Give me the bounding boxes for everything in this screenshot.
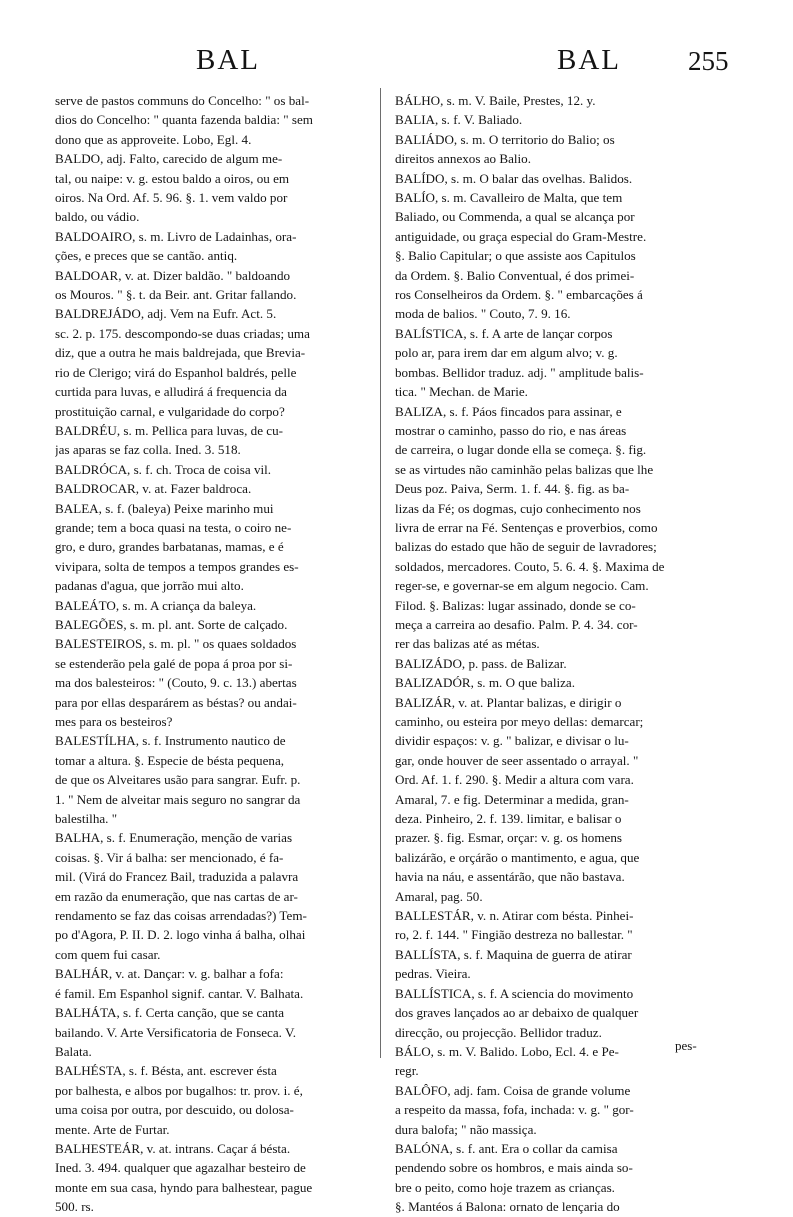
dictionary-line: Amaral, 7. e fig. Determinar a medida, gran- xyxy=(395,791,629,807)
dictionary-line: padanas d'agua, que jorrão mui alto. xyxy=(55,578,244,594)
dictionary-line: 500. rs. xyxy=(55,1199,94,1215)
dictionary-line: regr. xyxy=(395,1063,419,1079)
dictionary-line: se estenderão pela galé de popa á proa por si- xyxy=(55,655,293,671)
dictionary-line: BALIZÁDO, p. pass. de Balizar. xyxy=(395,655,567,671)
dictionary-line: monte em sua casa, hyndo para balhestear, pague xyxy=(55,1179,313,1195)
dictionary-line: sc. 2. p. 175. descompondo-se duas criadas; uma xyxy=(55,325,310,341)
dictionary-line: ros Conselheiros da Ordem. §. " embarcações á xyxy=(395,287,643,303)
dictionary-line: diz, que a outra he mais baldrejada, que Brevia- xyxy=(55,345,306,361)
dictionary-line: rio de Clerigo; virá do Espanhol baldrés, pelle xyxy=(55,364,297,380)
dictionary-line: a respeito da massa, fofa, inchada: v. g. " gor- xyxy=(395,1102,634,1118)
dictionary-line: soldados, mercadores. Couto, 5. 6. 4. §. Maxima de xyxy=(395,558,665,574)
dictionary-line: BALÍO, s. m. Cavalleiro de Malta, que tem xyxy=(395,190,623,206)
dictionary-line: BALESTÍLHA, s. f. Instrumento nautico de xyxy=(55,733,286,749)
dictionary-line: BALDOAIRO, s. m. Livro de Ladainhas, ora- xyxy=(55,228,297,244)
dictionary-line: caminho, ou esteira por meyo dellas: demarcar; xyxy=(395,714,644,729)
dictionary-line: BALHA, s. f. Enumeração, menção de varias xyxy=(55,830,293,846)
dictionary-line: po d'Agora, P. II. D. 2. logo vinha á balha, olhai xyxy=(55,927,306,943)
dictionary-line: prazer. §. fig. Esmar, orçar: v. g. os homens xyxy=(395,830,622,846)
dictionary-line: Deus poz. Paiva, Serm. 1. f. 44. §. fig. as ba- xyxy=(395,481,630,497)
dictionary-line: BALÔFO, adj. fam. Coisa de grande volume xyxy=(395,1082,631,1098)
dictionary-line: baldo, ou vádio. xyxy=(55,209,140,225)
dictionary-line: BALLESTÁR, v. n. Atirar com bésta. Pinhei- xyxy=(395,908,634,924)
dictionary-line: tica. " Mechan. de Marie. xyxy=(395,384,528,400)
dictionary-line: BALIZÁR, v. at. Plantar balizas, e dirigir o xyxy=(395,694,622,710)
dictionary-line: BALLÍSTA, s. f. Maquina de guerra de atirar xyxy=(395,946,632,962)
dictionary-line: BALIA, s. f. V. Baliado. xyxy=(395,112,523,128)
dictionary-line: tomar a altura. §. Especie de bésta pequena, xyxy=(55,752,285,768)
dictionary-line: BALHESTEÁR, v. at. intrans. Caçar á bésta. xyxy=(55,1140,291,1156)
dictionary-line: rendamento se faz das coisas arrendadas?) Tem- xyxy=(55,908,307,924)
dictionary-line: BALEÁTO, s. m. A criança da baleya. xyxy=(55,597,257,613)
dictionary-line: balizárão, e orçárão o mantimento, e agua, que xyxy=(395,849,640,865)
left-column xyxy=(55,91,403,1217)
dictionary-line: polo ar, para irem dar em algum alvo; v. g. xyxy=(395,345,618,361)
dictionary-line: BALDOAR, v. at. Dizer baldão. " baldoando xyxy=(55,267,291,283)
dictionary-line: BÁLO, s. m. V. Balido. Lobo, Ecl. 4. e Pe- xyxy=(395,1043,619,1059)
dictionary-line: reger-se, e governar-se em algum negocio. Cam. xyxy=(395,578,649,594)
page-number: 255 xyxy=(688,46,729,76)
dictionary-line: BALDRÓCA, s. f. ch. Troca de coisa vil. xyxy=(55,461,272,477)
dictionary-line: lizas da Fé; os dogmas, cujo conhecimento nos xyxy=(395,500,641,516)
dictionary-line: prostituição carnal, e vulgaridade do corpo? xyxy=(55,403,285,419)
dictionary-line: bailando. V. Arte Versificatoria de Fonseca. V. xyxy=(55,1024,296,1040)
dictionary-line: 1. " Nem de alveitar mais seguro no sangrar da xyxy=(55,791,301,807)
dictionary-line: mil. (Virá do Francez Bail, traduzida a palavra xyxy=(55,869,299,885)
dictionary-line: dos graves lançados ao ar debaixo de qualquer xyxy=(395,1005,639,1021)
dictionary-line: com quem fui casar. xyxy=(55,946,161,962)
dictionary-line: BALDREJÁDO, adj. Vem na Eufr. Act. 5. xyxy=(55,306,277,322)
dictionary-line: oiros. Na Ord. Af. 5. 96. §. 1. vem valdo por xyxy=(55,190,288,206)
dictionary-line: bombas. Bellidor traduz. adj. " amplitude balis- xyxy=(395,364,644,380)
dictionary-line: dono que as approveite. Lobo, Egl. 4. xyxy=(55,131,252,147)
dictionary-line: os Mouros. " §. t. da Beir. ant. Gritar fallando. xyxy=(55,287,297,303)
dictionary-line: BALIZADÓR, s. m. O que baliza. xyxy=(395,675,576,691)
dictionary-line: deza. Pinheiro, 2. f. 139. limitar, e balisar o xyxy=(395,811,622,827)
dictionary-line: BALDROCAR, v. at. Fazer baldroca. xyxy=(55,481,252,497)
dictionary-line: grande; tem a boca quasi na testa, o coiro ne- xyxy=(55,519,292,535)
dictionary-line: ma dos balesteiros: " (Couto, 9. c. 13.) abertas xyxy=(55,675,297,691)
dictionary-line: BALEA, s. f. (baleya) Peixe marinho mui xyxy=(55,500,274,516)
dictionary-line: curtida para luvas, e alludirá á frequencia da xyxy=(55,384,287,400)
dictionary-line: antiguidade, ou graça especial do Gram-Mestre. xyxy=(395,228,647,244)
dictionary-line: moda de balios. " Couto, 7. 9. 16. xyxy=(395,306,571,322)
dictionary-line: livra de errar na Fé. Sentenças e proverbios, como xyxy=(395,519,658,535)
dictionary-line: Filod. §. Balizas: lugar assinado, donde se co- xyxy=(395,597,636,613)
dictionary-line: tal, ou naipe: v. g. estou baldo a oiros, ou em xyxy=(55,170,290,186)
dictionary-line: §. Balio Capitular; o que assiste aos Capitulos xyxy=(395,248,636,264)
dictionary-line: dura balofa; " não massiça. xyxy=(395,1121,537,1137)
dictionary-line: BALIÁDO, s. m. O territorio do Balio; os xyxy=(395,131,615,147)
dictionary-line: Amaral, pag. 50. xyxy=(395,888,483,904)
dictionary-line: havia na náu, e assentárão, que não bastava. xyxy=(395,869,625,885)
dictionary-line: para por ellas desparárem as béstas? ou andai- xyxy=(55,694,297,710)
dictionary-line: serve de pastos communs do Concelho: " os bal- xyxy=(55,93,310,108)
dictionary-line: mente. Arte de Furtar. xyxy=(55,1121,170,1137)
dictionary-line: direcção, ou projecção. Bellidor traduz. xyxy=(395,1024,602,1040)
dictionary-line: BALIZA, s. f. Páos fincados para assinar, e xyxy=(395,403,622,419)
dictionary-line: BALHÁTA, s. f. Certa canção, que se canta xyxy=(55,1005,285,1021)
dictionary-line: ro, 2. f. 144. " Fingião destreza no ballestar. " xyxy=(395,927,633,943)
dictionary-line: pendendo sobre os hombros, e mais ainda so- xyxy=(395,1160,633,1176)
dictionary-line: gro, e duro, grandes barbatanas, mamas, e é xyxy=(55,539,284,555)
dictionary-line: Ord. Af. 1. f. 290. §. Medir a altura com vara. xyxy=(395,772,634,788)
dictionary-line: §. Mantéos á Balona: ornato de lençaria do xyxy=(395,1199,620,1215)
dictionary-line: direitos annexos ao Balio. xyxy=(395,151,532,167)
dictionary-line: uma coisa por outra, por descuido, ou dolosa- xyxy=(55,1102,294,1118)
dictionary-line: bre o peito, como hoje trazem as crianças. xyxy=(395,1179,615,1195)
dictionary-line: BALÓNA, s. f. ant. Era o collar da camisa xyxy=(395,1140,618,1156)
catchword: pes- xyxy=(675,1038,697,1053)
dictionary-line: ções, e preces que se cantão. antiq. xyxy=(55,248,238,264)
dictionary-line: vivipara, solta de tempos a tempos grandes es- xyxy=(55,558,299,574)
dictionary-line: BALÍSTICA, s. f. A arte de lançar corpos xyxy=(395,325,613,341)
dictionary-line: dios do Concelho: " quanta fazenda baldia: " sem xyxy=(55,112,313,128)
column-divider xyxy=(380,88,381,1058)
dictionary-line: gar, onde houver de seer assentado o arrayal. " xyxy=(395,752,639,768)
running-head-right: BAL xyxy=(557,44,621,76)
dictionary-line: BALDO, adj. Falto, carecido de algum me- xyxy=(55,151,283,167)
dictionary-line: pedras. Vieira. xyxy=(395,966,471,982)
running-head-left: BAL xyxy=(196,44,260,76)
dictionary-line: jas aparas se faz colla. Ined. 3. 518. xyxy=(55,442,241,458)
dictionary-line: mes para os besteiros? xyxy=(55,714,173,729)
dictionary-line: em razão da enumeração, que nas cartas de ar- xyxy=(55,888,298,904)
dictionary-line: dividir espaços: v. g. " balizar, e divisar o lu- xyxy=(395,733,629,749)
dictionary-line: BALEGÕES, s. m. pl. ant. Sorte de calçado. xyxy=(55,616,288,632)
dictionary-line: coisas. §. Vir á balha: ser mencionado, é fa- xyxy=(55,849,284,865)
dictionary-line: Balata. xyxy=(55,1043,92,1059)
dictionary-line: rer das balizas até as métas. xyxy=(395,636,540,652)
dictionary-line: é famil. Em Espanhol signif. cantar. V. Balhata. xyxy=(55,985,304,1001)
dictionary-line: BALHÁR, v. at. Dançar: v. g. balhar a fofa: xyxy=(55,966,284,982)
dictionary-line: BALÍDO, s. m. O balar das ovelhas. Balidos. xyxy=(395,170,633,186)
dictionary-line: BÁLHO, s. m. V. Baile, Prestes, 12. y. xyxy=(395,93,596,108)
dictionary-line: meça a carreira ao desafio. Palm. P. 4. 34. cor- xyxy=(395,616,638,632)
dictionary-line: BALLÍSTICA, s. f. A sciencia do movimento xyxy=(395,985,634,1001)
dictionary-line: por balhesta, e albos por bugalhos: tr. prov. i. é, xyxy=(55,1082,303,1098)
dictionary-line: Ined. 3. 494. qualquer que agazalhar besteiro de xyxy=(55,1160,306,1176)
dictionary-line: BALDRÉU, s. m. Pellica para luvas, de cu- xyxy=(55,422,283,438)
dictionary-line: BALESTEIROS, s. m. pl. " os quaes soldados xyxy=(55,636,297,652)
dictionary-line: da Ordem. §. Balio Conventual, é dos primei- xyxy=(395,267,635,283)
dictionary-line: balestilha. " xyxy=(55,811,118,827)
dictionary-line: de que os Alveitares usão para sangrar. Eufr. p. xyxy=(55,772,301,788)
dictionary-line: se as virtudes não caminhão pelas balizas que lhe xyxy=(395,461,654,477)
dictionary-line: BALHÉSTA, s. f. Bésta, ant. escrever ésta xyxy=(55,1063,277,1079)
dictionary-line: mostrar o caminho, passo do rio, e nas áreas xyxy=(395,422,627,438)
dictionary-line: Baliado, ou Commenda, a qual se alcança por xyxy=(395,209,635,225)
dictionary-line: de carreira, o lugar donde ella se começa. §. fig. xyxy=(395,442,647,458)
dictionary-line: balizas do estado que hão de seguir de lavradores; xyxy=(395,539,657,555)
